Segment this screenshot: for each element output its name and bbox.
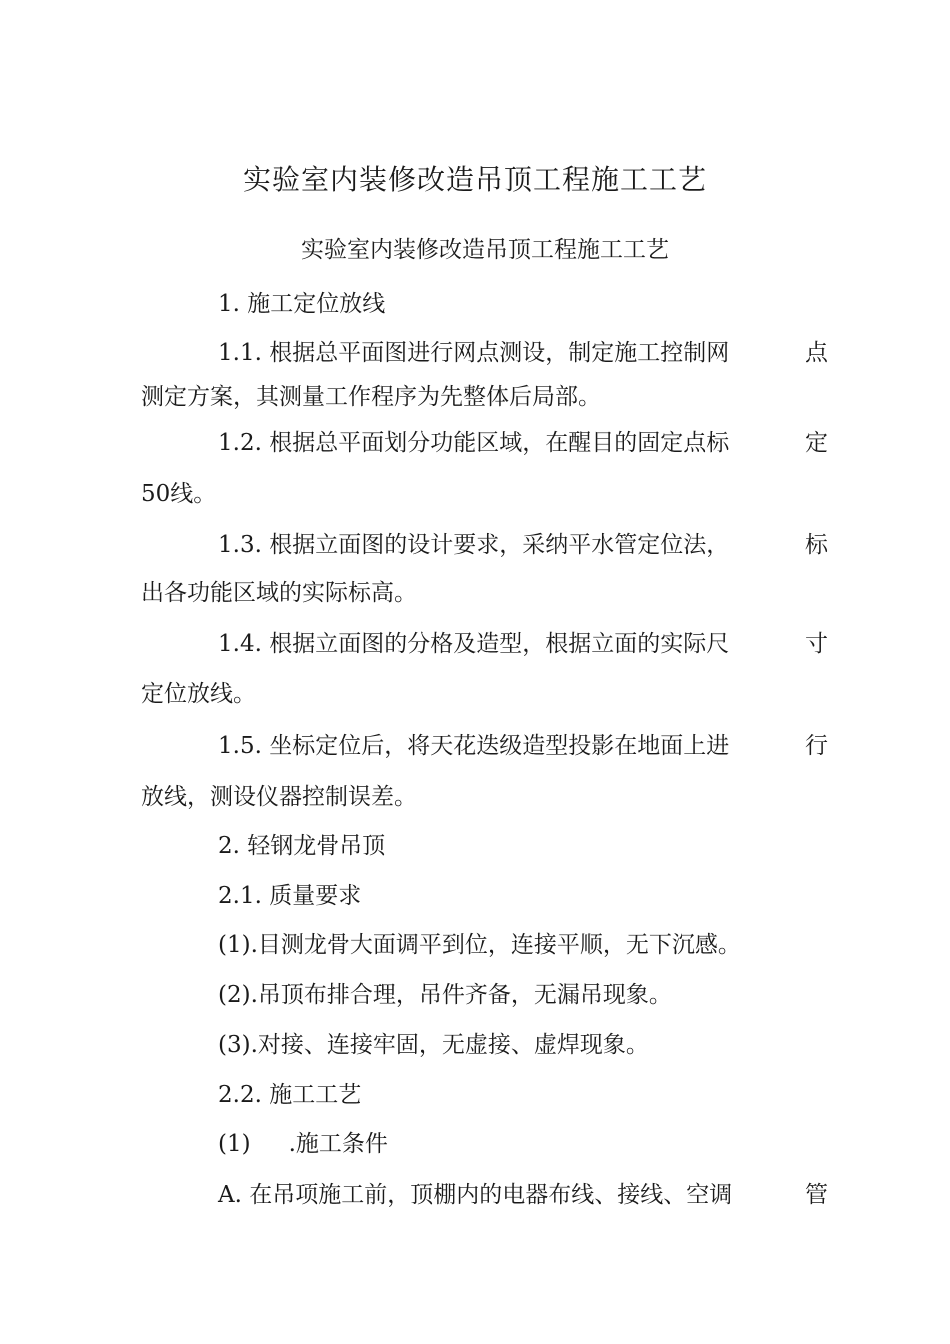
paragraph-1-1-continuation: 测定方案，其测量工作程序为先整体后局部。 [141, 384, 601, 410]
section-2-heading: 2. 轻钢龙骨吊顶 [218, 833, 386, 859]
paragraph-1-2-continuation: 50线。 [141, 481, 217, 507]
paragraph-1-1-tail: 点 [805, 340, 828, 366]
paragraph-a [218, 1177, 828, 1213]
construction-conditions-heading [218, 1126, 388, 1162]
requirement-3: (3).对接、连接牢固，无虚接、虚焊现象。 [218, 1032, 649, 1058]
paragraph-1-3-continuation: 出各功能区域的实际标高。 [141, 580, 417, 606]
subsection-2-1-heading: 2.1. 质量要求 [218, 883, 362, 909]
paragraph-1-5-continuation: 放线，测设仪器控制误差。 [141, 784, 417, 810]
paragraph-1-4-text: 1.4. 根据立面图的分格及造型，根据立面的实际尺 [218, 631, 730, 657]
construction-conditions-number: (1) [218, 1131, 251, 1157]
paragraph-a-text: A. 在吊项施工前，顶棚内的电器布线、接线、空调 [218, 1182, 733, 1208]
paragraph-1-2 [218, 425, 828, 461]
paragraph-1-5-text: 1.5. 坐标定位后，将天花迭级造型投影在地面上进 [218, 733, 730, 759]
paragraph-1-5-tail: 行 [805, 733, 828, 759]
subsection-2-2-heading: 2.2. 施工工艺 [218, 1082, 362, 1108]
paragraph-1-2-tail: 定 [805, 430, 828, 456]
paragraph-1-1-text: 1.1. 根据总平面图进行网点测设，制定施工控制网 [218, 340, 730, 366]
paragraph-1-1 [218, 335, 828, 371]
section-1-heading: 1. 施工定位放线 [218, 291, 386, 317]
document-subtitle: 实验室内装修改造吊顶工程施工工艺 [301, 237, 669, 263]
paragraph-1-4 [218, 626, 828, 662]
requirement-1: (1).目测龙骨大面调平到位，连接平顺，无下沉感。 [218, 932, 741, 958]
paragraph-1-4-tail: 寸 [805, 631, 828, 657]
construction-conditions-label: .施工条件 [288, 1131, 388, 1157]
paragraph-1-3 [218, 527, 828, 563]
paragraph-a-tail: 管 [805, 1182, 828, 1208]
paragraph-1-5 [218, 728, 828, 764]
paragraph-1-2-text: 1.2. 根据总平面划分功能区域，在醒目的固定点标 [218, 430, 730, 456]
document-title: 实验室内装修改造吊顶工程施工工艺 [242, 163, 707, 196]
paragraph-1-3-text: 1.3. 根据立面图的设计要求，采纳平水管定位法， [218, 532, 730, 558]
paragraph-1-4-continuation: 定位放线。 [141, 681, 256, 707]
paragraph-1-3-tail: 标 [805, 532, 828, 558]
requirement-2: (2).吊顶布排合理，吊件齐备，无漏吊现象。 [218, 982, 672, 1008]
